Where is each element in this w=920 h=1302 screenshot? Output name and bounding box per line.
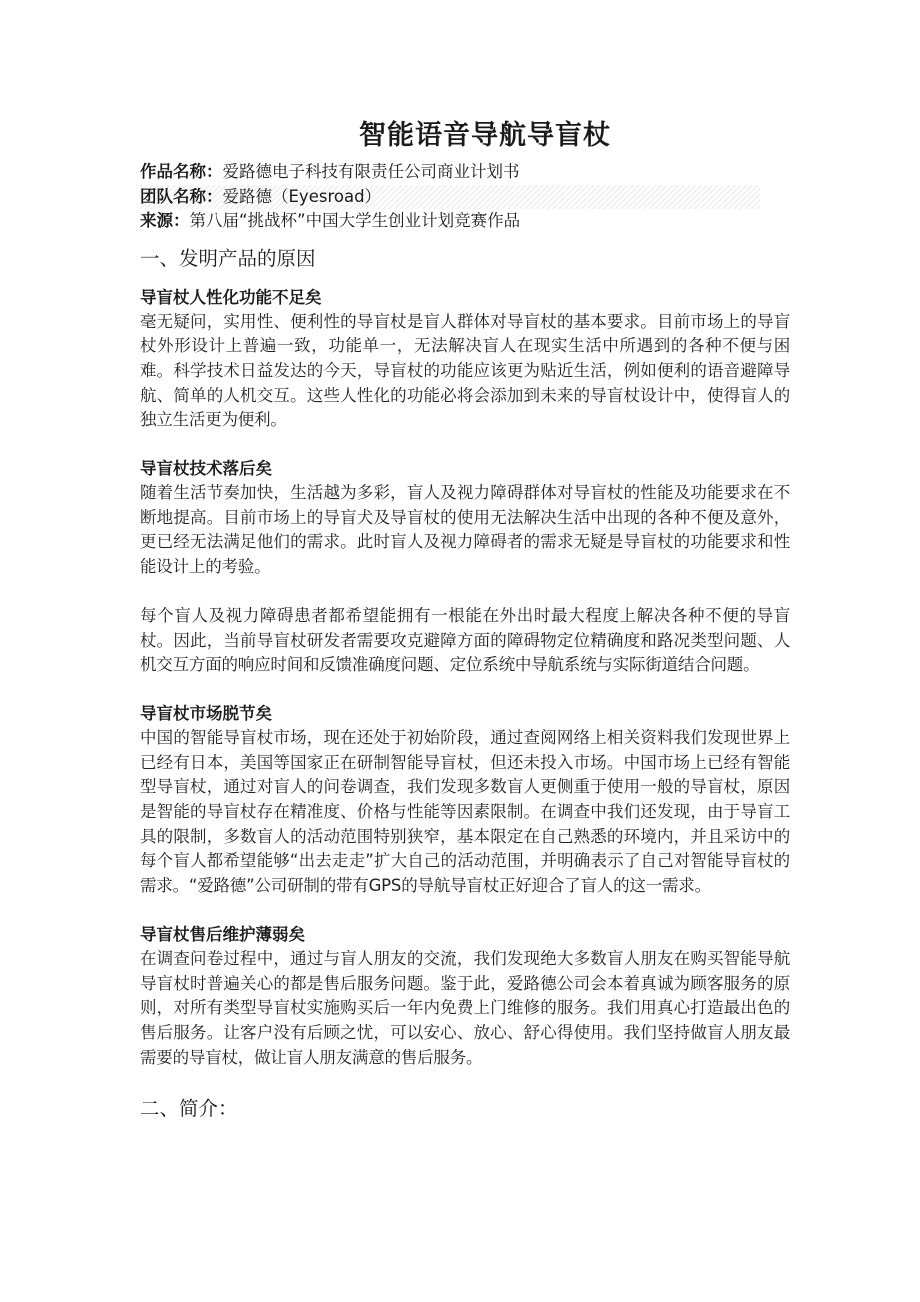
spacer: [140, 580, 790, 604]
subsection-heading-2: 导盲杖技术落后矣: [140, 459, 272, 479]
spacer: [140, 899, 790, 923]
paragraph-3: 每个盲人及视力障碍患者都希望能拥有一根能在外出时最大程度上解决各种不便的导盲杖。因此，当前导盲杖研发者需要攻克避障方面的障碍物定位精确度和路况类型问题、人机交互方面的响应时间和反馈准确度问题、定位系统中导航系统与实际街道结合问题。: [140, 605, 790, 675]
paragraph-2: 随着生活节奏加快，生活越为多彩，盲人及视力障碍群体对导盲杖的性能及功能要求在不断地提高。目前市场上的导盲犬及导盲杖的使用无法解决生活中出现的各种不便及意外，更已经无法满足他们的需求。此时盲人及视力障碍者的需求无疑是导盲杖的功能要求和性能设计上的考验。: [140, 483, 790, 577]
meta-label: 团队名称：: [140, 186, 223, 206]
subsection-heading-1: 导盲杖人性化功能不足矣: [140, 287, 322, 307]
section-heading-2: 二、简介：: [140, 1097, 238, 1121]
meta-value: 爱路德电子科技有限责任公司商业计划书: [222, 162, 520, 181]
meta-value: 爱路德（Eyesroad）: [222, 186, 382, 206]
subsection-heading-3: 导盲杖市场脱节矣: [140, 703, 272, 723]
meta-source: [140, 209, 790, 234]
meta-label: 作品名称：: [140, 162, 223, 181]
spacer: [140, 433, 790, 457]
paragraph-5: 在调查问卷过程中，通过与盲人朋友的交流，我们发现绝大多数盲人朋友在购买智能导航导盲杖时普遍关心的都是售后服务问题。鉴于此，爱路德公司会本着真诚为顾客服务的原则，对所有类型导盲杖实施购买后一年内免费上门维修的服务。我们用真心打造最出色的售后服务。让客户没有后顾之忧，可以安心、放心、舒心得使用。我们坚持做盲人朋友最需要的导盲杖，做让盲人朋友满意的售后服务。: [140, 948, 790, 1067]
document-body: [140, 116, 790, 1124]
paragraph-1: 毫无疑问，实用性、便利性的导盲杖是盲人群体对导盲杖的基本要求。目前市场上的导盲杖外形设计上普遍一致，功能单一，无法解决盲人在现实生活中所遇到的各种不便与困难。科学技术日益发达的今天，导盲杖的功能应该更为贴近生活，例如便利的语音避障导航、简单的人机交互。这些人性化的功能必将会添加到未来的导盲杖设计中，使得盲人的独立生活更为便利。: [140, 311, 790, 430]
spacer: [140, 678, 790, 702]
meta-label: 来源：: [140, 211, 190, 230]
document-title: 智能语音导航导盲杖: [359, 120, 611, 151]
meta-team-name: [140, 185, 760, 210]
meta-value: 第八届“挑战杯”中国大学生创业计划竞赛作品: [189, 211, 521, 230]
paragraph-4: 中国的智能导盲杖市场，现在还处于初始阶段，通过查阅网络上相关资料我们发现世界上已经有日本，美国等国家正在研制智能导盲杖，但还未投入市场。中国市场上已经有智能型导盲杖，通过对盲人的问卷调查，我们发现多数盲人更侧重于使用一般的导盲杖，原因是智能的导盲杖存在精准度、价格与性能等因素限制。在调查中我们还发现，由于导盲工具的限制，多数盲人的活动范围特别狭窄，基本限定在自己熟悉的环境内，并且采访中的每个盲人都希望能够“出去走走”扩大自己的活动范围，并明确表示了自己对智能导盲杖的需求。“爱路德”公司研制的带有GPS的导航导盲杖正好迎合了盲人的这一需求。: [140, 727, 790, 896]
subsection-heading-4: 导盲杖售后维护薄弱矣: [140, 924, 305, 944]
section-heading-1: 一、发明产品的原因: [140, 246, 316, 270]
meta-work-name: [140, 160, 790, 185]
